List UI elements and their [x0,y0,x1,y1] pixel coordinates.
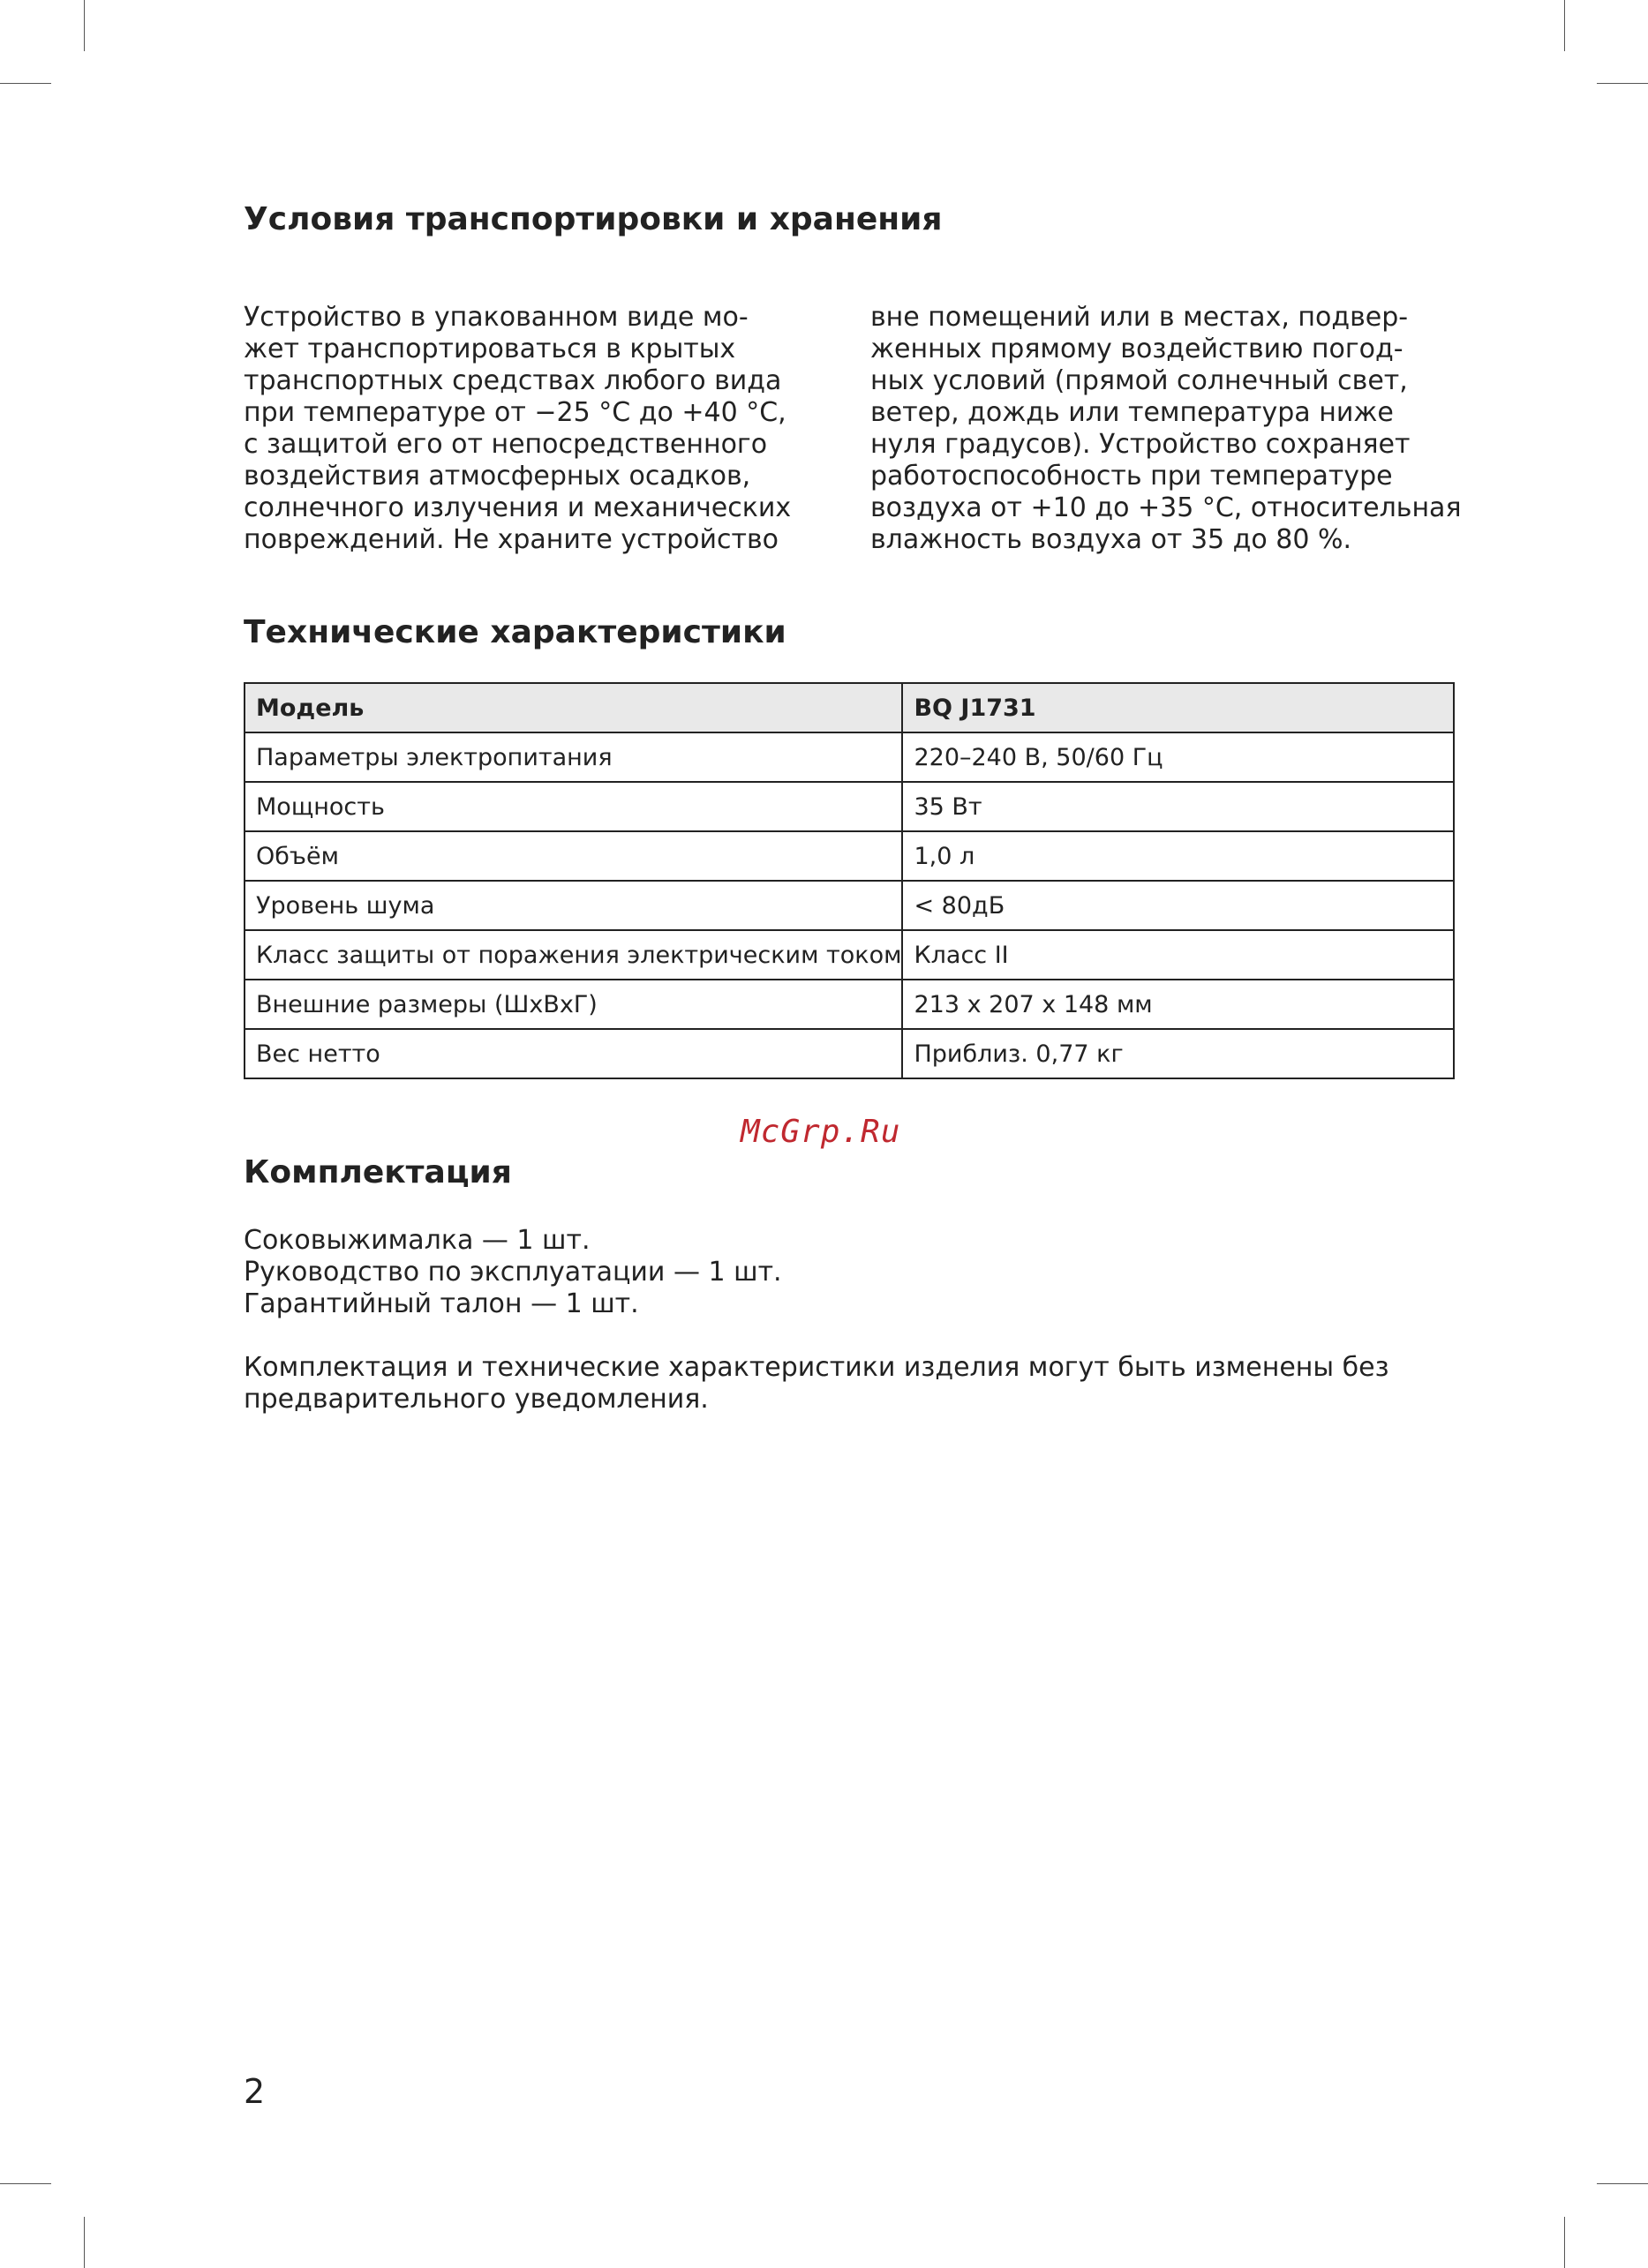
table-cell: Вес нетто [245,1029,902,1078]
table-cell: Класс защиты от поражения электрическим током [245,930,902,980]
table-cell: Уровень шума [245,881,902,930]
kit-list: Соковыжималка — 1 шт. Руководство по эксплуатации — 1 шт. Гарантийный талон — 1 шт. [244,1225,782,1319]
kit-note: Комплектация и технические характеристики изделия могут быть изменены без предварительного уведомления. [244,1352,1389,1415]
table-cell: Класс II [902,930,1454,980]
table-cell: 1,0 л [902,831,1454,881]
table-cell: Мощность [245,782,902,831]
table-cell: < 80дБ [902,881,1454,930]
table-row [245,881,1454,930]
transport-text-column-1: Устройство в упакованном виде мо- жет транспортироваться в крытых транспортных средствах любого вида при температуре от −25 °C до +40 °C, с защитой его от непосредственного воздействия атмосферных осадков, солнечного излучения и механических повреждений. Не храните устройство [244,302,792,555]
table-cell: Объём [245,831,902,881]
kit-heading: Комплектация [244,1154,512,1190]
table-row [245,1029,1454,1078]
table-cell: Параметры электропитания [245,732,902,782]
table-row [245,980,1454,1029]
table-cell: 35 Вт [902,782,1454,831]
table-cell: 220–240 В, 50/60 Гц [902,732,1454,782]
table-cell: Модель [245,683,902,732]
table-cell: Внешние размеры (ШхВхГ) [245,980,902,1029]
table-row [245,930,1454,980]
table-cell: Приблиз. 0,77 кг [902,1029,1454,1078]
specs-table [244,682,1455,1079]
table-cell: 213 x 207 x 148 мм [902,980,1454,1029]
table-cell: BQ J1731 [902,683,1454,732]
page-number: 2 [244,2072,266,2111]
crop-mark [1564,2217,1565,2268]
crop-mark [0,83,51,84]
crop-mark [1597,2183,1648,2184]
crop-mark [1564,0,1565,51]
watermark-link[interactable]: McGrp.Ru [741,1114,901,1150]
transport-text-column-2: вне помещений или в местах, подвер- женных прямому воздействию погод- ных условий (прямой солнечный свет, ветер, дождь или температура ниже нуля градусов). Устройство сохраняет работоспособность при температуре воздуха от +10 до +35 °C, относительная влажность воздуха от 35 до 80 %. [870,302,1462,555]
crop-mark [1597,83,1648,84]
crop-mark [84,0,85,51]
table-row [245,782,1454,831]
transport-heading: Условия транспортировки и хранения [244,201,943,237]
specs-heading: Технические характеристики [244,614,786,650]
table-header-row [245,683,1454,732]
table-row [245,831,1454,881]
crop-mark [0,2183,51,2184]
crop-mark [84,2217,85,2268]
table-row [245,732,1454,782]
